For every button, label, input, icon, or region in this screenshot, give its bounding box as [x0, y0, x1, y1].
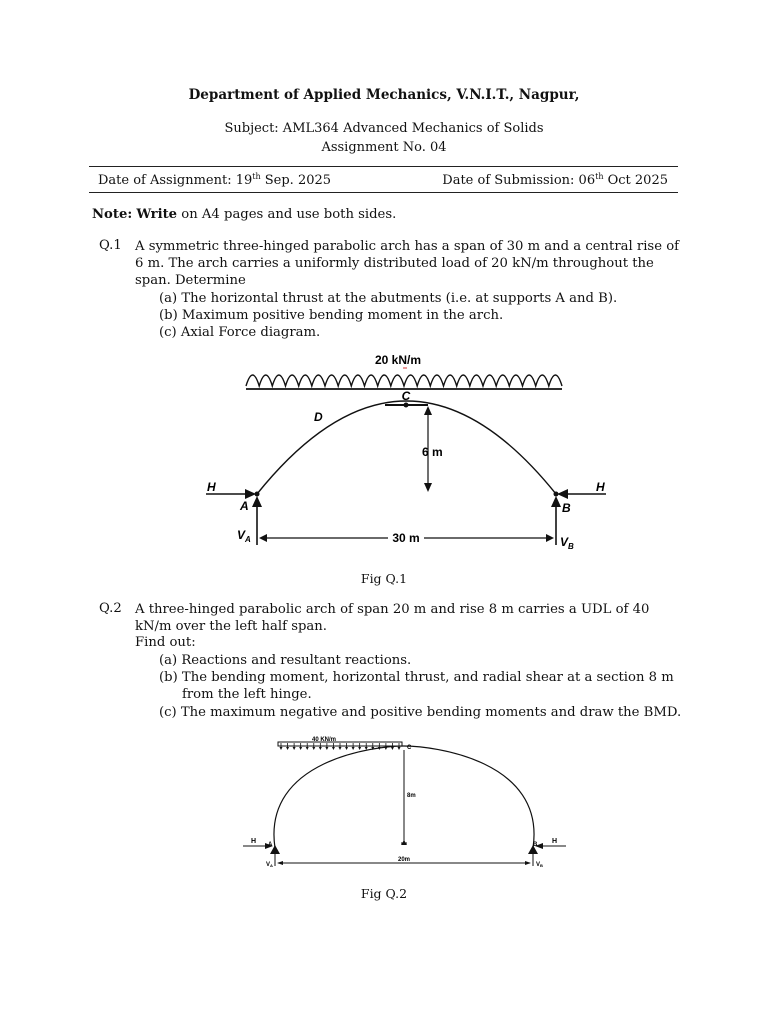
q2-udl-arrow-head	[352, 747, 355, 750]
q2-udl-arrow-head	[398, 747, 401, 750]
q2-span-label: 20m	[397, 857, 411, 863]
fig-q2-arch-diagram	[235, 730, 580, 875]
q2-udl-arrow-head	[332, 747, 335, 750]
q1-label-h-right: H	[596, 480, 605, 494]
q1-vb-head	[551, 496, 561, 507]
q2-label-h-left: H	[251, 838, 257, 845]
q1-hinge-c	[404, 403, 409, 408]
note-label: Note:	[92, 207, 133, 222]
q1-span-arrow-left	[259, 534, 267, 542]
q1-span-label: 30 m	[392, 531, 420, 545]
q2-line-3: Find out:	[135, 635, 196, 650]
q2-label-c: C	[407, 745, 412, 751]
q1-label-d: D	[314, 410, 323, 424]
q2-load-label: 40 KN/m	[312, 737, 337, 743]
q1-va-sub: A	[245, 535, 251, 544]
subject-line: Subject: AML364 Advanced Mechanics of Solids	[224, 121, 544, 136]
note-text: on A4 pages and use both sides.	[177, 207, 397, 222]
q2-udl-arrow-head	[299, 747, 302, 750]
q1-label-vb	[560, 535, 574, 551]
q2-label-h-right: H	[552, 838, 558, 845]
q2-udl-arrow-head	[325, 747, 328, 750]
q2-udl-arrow-head	[339, 747, 342, 750]
q2-rise-label: 8m	[407, 793, 416, 799]
fig-q1-caption: Fig Q.1	[360, 571, 408, 586]
q2-udl-arrow-head	[286, 747, 289, 750]
q2-label-va	[266, 862, 273, 868]
q2-udl-arrow-head	[306, 747, 309, 750]
q2-udl-arrow-head	[312, 747, 315, 750]
q2-part-a: (a) Reactions and resultant reactions.	[159, 653, 412, 668]
q2-label-vb	[536, 862, 543, 868]
q1-part-a: (a) The horizontal thrust at the abutments (i.e. at supports A and B).	[159, 291, 618, 306]
assignment-date-suffix: Sep. 2025	[260, 173, 332, 188]
q1-rise-label: 6 m	[422, 445, 443, 459]
q1-line-2: 6 m. The arch carries a uniformly distributed load of 20 kN/m throughout the	[135, 256, 654, 271]
q2-part-b: (b) The bending moment, horizontal thrust, and radial shear at a section 8 m	[159, 670, 674, 685]
q1-span-arrow-right	[546, 534, 554, 542]
q2-number: Q.2	[99, 601, 122, 616]
q2-udl-arrow-head	[391, 747, 394, 750]
q2-udl-arrow-head	[358, 747, 361, 750]
q1-label-h-left: H	[207, 480, 216, 494]
top-rule	[89, 166, 678, 167]
assignment-number: Assignment No. 04	[321, 140, 447, 155]
q2-udl-arrow-head	[345, 747, 348, 750]
q1-load-label: 20 kN/m	[374, 353, 422, 367]
q1-udl-wave	[246, 375, 562, 386]
q2-part-b-cont: from the left hinge.	[182, 687, 312, 702]
q1-va-head	[252, 496, 262, 507]
q1-vb-main: V	[560, 535, 569, 549]
q1-vb-sub: B	[568, 542, 574, 551]
q2-label-a: A	[268, 842, 273, 848]
q2-label-b: B	[533, 842, 538, 848]
q1-left-thrust-head	[245, 489, 256, 499]
q1-rise-arrow-top	[424, 406, 432, 415]
q1-label-va	[237, 528, 251, 544]
assignment-date-prefix: Date of Assignment: 19	[98, 173, 253, 188]
q1-label-a: A	[240, 499, 249, 513]
q1-part-b: (b) Maximum positive bending moment in the arch.	[159, 308, 504, 323]
date-of-submission	[442, 172, 668, 189]
note-bold-word: Write	[136, 207, 178, 222]
department-title: Department of Applied Mechanics, V.N.I.T., Nagpur,	[188, 87, 580, 103]
note-line	[92, 206, 396, 223]
q2-vb-main: V	[536, 862, 541, 868]
q2-udl-arrow-head	[293, 747, 296, 750]
q1-label-c: C	[401, 389, 411, 403]
q1-right-thrust-head	[557, 489, 568, 499]
fig-q2-caption: Fig Q.2	[360, 886, 408, 901]
q1-rise-arrow-bottom	[424, 483, 432, 492]
q2-va-sub: A	[270, 863, 273, 868]
date-of-assignment	[98, 172, 331, 189]
q1-va-main: V	[237, 528, 246, 542]
q2-udl-arrow-head	[319, 747, 322, 750]
submission-date-sup: th	[595, 172, 604, 181]
q2-span-arrow-left	[277, 861, 283, 865]
fig-q1-arch-diagram	[195, 345, 615, 560]
q2-va-main: V	[266, 862, 271, 868]
q1-part-c: (c) Axial Force diagram.	[159, 325, 321, 340]
q1-line-3: span. Determine	[135, 273, 246, 288]
submission-date-suffix: Oct 2025	[603, 173, 668, 188]
bottom-rule	[89, 192, 678, 193]
submission-date-prefix: Date of Submission: 06	[442, 173, 596, 188]
q1-label-b: B	[562, 501, 571, 515]
q1-number: Q.1	[99, 238, 122, 253]
q2-part-c: (c) The maximum negative and positive bending moments and draw the BMD.	[159, 705, 682, 720]
q2-udl-arrow-head	[280, 747, 283, 750]
q2-line-2: kN/m over the left half span.	[135, 619, 327, 634]
q2-vb-sub: B	[540, 863, 543, 868]
q1-line-1: A symmetric three-hinged parabolic arch has a span of 30 m and a central rise of	[135, 239, 680, 254]
q2-span-arrow-right	[525, 861, 531, 865]
assignment-date-sup: th	[252, 172, 261, 181]
q2-line-1: A three-hinged parabolic arch of span 20 m and rise 8 m carries a UDL of 40	[135, 602, 650, 617]
q1-arch-curve	[257, 401, 556, 494]
